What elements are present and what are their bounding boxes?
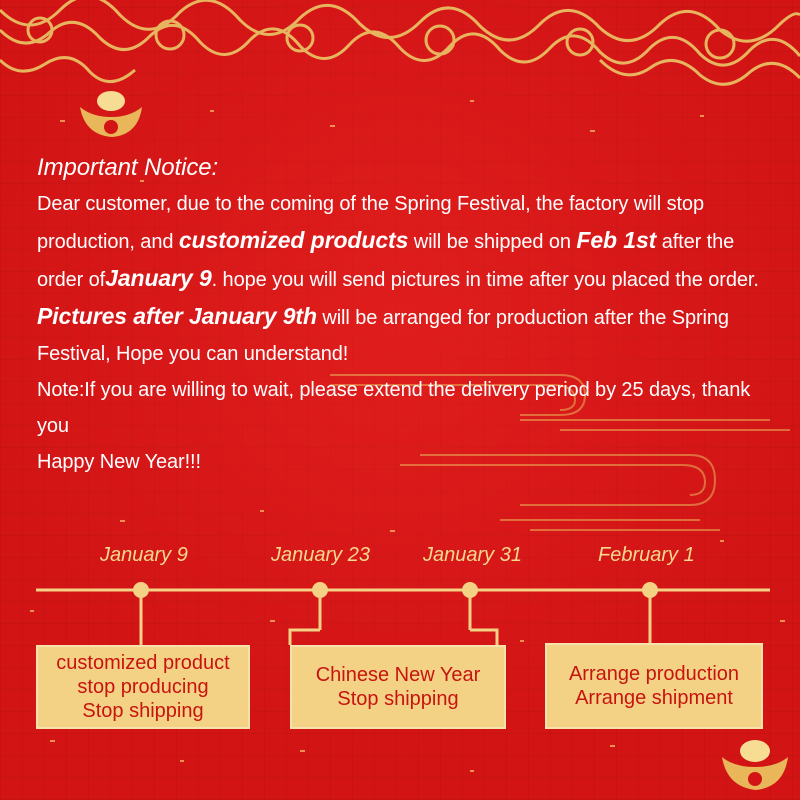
box-line: Arrange production (568, 663, 740, 685)
timeline-date-4: February 1 (598, 544, 695, 566)
highlight-customized-products: customized products (178, 227, 409, 253)
notice-text-segment: will be arranged for production after the Spring Festival, Hope you can understand! (37, 307, 729, 365)
timeline-date-1: January 9 (100, 544, 188, 566)
timeline-link-2 (290, 630, 320, 645)
notice-title: Important Notice: (37, 154, 219, 181)
notice-greeting: Happy New Year!!! (37, 451, 201, 473)
notice-text-segment: will be shipped on (413, 231, 571, 253)
timeline-box-3 (545, 643, 763, 729)
notice-note: Note:If you are willing to wait, please extend the delivery period by 25 days, thank you (37, 379, 751, 437)
timeline-box-1 (36, 645, 250, 729)
notice-text-segment: after the order of (37, 231, 735, 291)
gold-ingot-icon (722, 740, 788, 790)
timeline-dot-3 (462, 582, 478, 598)
notice-text-segment: Dear customer, due to the coming of the Spring Festival, the factory will stop production, and (37, 193, 704, 253)
top-cloud-border (0, 0, 800, 84)
box-line: Stop shipping (337, 688, 459, 710)
highlight-january-9: January 9 (105, 265, 212, 291)
timeline-box-2 (290, 645, 506, 729)
highlight-pictures-after: Pictures after January 9th (37, 303, 317, 329)
box-line: Stop shipping (82, 700, 204, 722)
notice-text-segment: . hope you will send pictures in time after you placed the order. (211, 269, 759, 291)
highlight-feb-1st: Feb 1st (576, 227, 657, 253)
box-line: Chinese New Year (315, 664, 481, 686)
timeline-link-3 (470, 630, 497, 645)
timeline-date-3: January 31 (423, 544, 522, 566)
timeline-date-2: January 23 (271, 544, 370, 566)
box-line: customized product (56, 652, 230, 674)
notice-text (37, 150, 777, 480)
timeline (36, 590, 770, 645)
timeline-dot-4 (642, 582, 658, 598)
box-line: Arrange shipment (575, 687, 733, 709)
timeline-dot-2 (312, 582, 328, 598)
gold-ingot-icon (80, 91, 142, 137)
box-line: stop producing (77, 676, 209, 698)
timeline-dot-1 (133, 582, 149, 598)
notice-paragraph (37, 186, 777, 372)
